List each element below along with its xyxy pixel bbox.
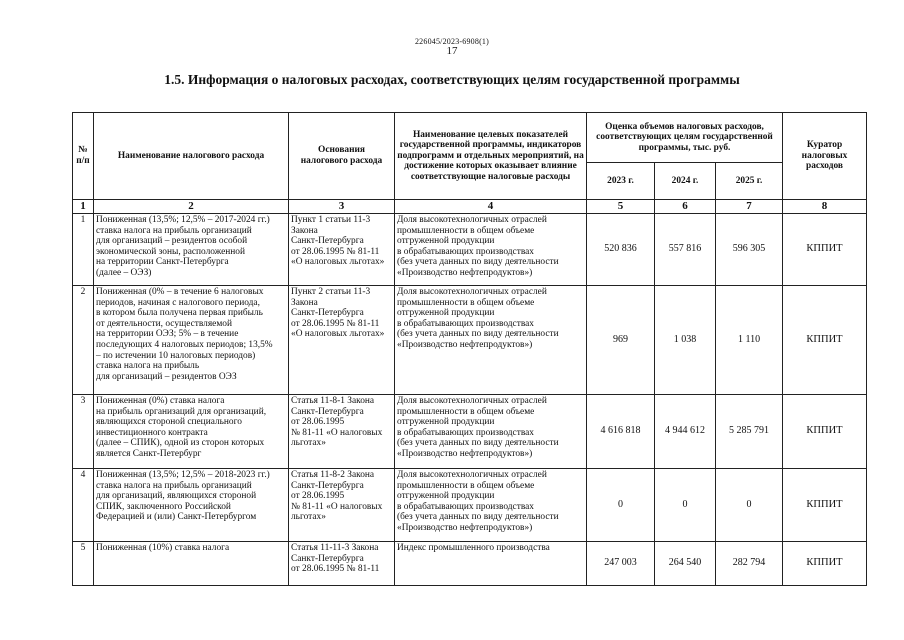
tax-expense-basis: Статья 11-11-3 Закона Санкт-Петербурга от 28.06.1995 № 81-11 xyxy=(289,542,395,586)
target-indicator: Доля высокотехнологичных отраслей промышленности в общем объеме отгруженной продукции в обрабатывающих производствах (без учета данных по виду деятельности «Производство нефтепродуктов») xyxy=(395,395,587,469)
header-estimate: Оценка объемов налоговых расходов, соответствующих целям государственной программы, тыс. руб. xyxy=(587,113,783,163)
estimate-2024: 1 038 xyxy=(655,286,716,395)
estimate-2024: 557 816 xyxy=(655,214,716,286)
column-number: 2 xyxy=(94,200,289,214)
estimate-2023: 4 616 818 xyxy=(587,395,655,469)
header-basis: Основания налогового расхода xyxy=(289,113,395,200)
target-indicator: Доля высокотехнологичных отраслей промышленности в общем объеме отгруженной продукции в обрабатывающих производствах (без учета данных по виду деятельности «Производство нефтепродуктов») xyxy=(395,214,587,286)
curator: КППИТ xyxy=(783,286,867,395)
header-name: Наименование налогового расхода xyxy=(94,113,289,200)
column-number: 6 xyxy=(655,200,716,214)
target-indicator: Доля высокотехнологичных отраслей промышленности в общем объеме отгруженной продукции в обрабатывающих производствах (без учета данных по виду деятельности «Производство нефтепродуктов») xyxy=(395,469,587,542)
estimate-2023: 0 xyxy=(587,469,655,542)
column-number: 1 xyxy=(73,200,94,214)
tax-expense-basis: Пункт 1 статьи 11-3 Закона Санкт-Петербурга от 28.06.1995 № 81-11 «О налоговых льготах» xyxy=(289,214,395,286)
table-row xyxy=(73,469,867,542)
tax-expense-basis: Статья 11-8-2 Закона Санкт-Петербурга от 28.06.1995 № 81-11 «О налоговых льготах» xyxy=(289,469,395,542)
page-number: 17 xyxy=(446,45,458,57)
header-num: № п/п xyxy=(73,113,94,200)
estimate-2024: 4 944 612 xyxy=(655,395,716,469)
document-id: 226045/2023-6908(1) xyxy=(414,37,489,46)
estimate-2025: 1 110 xyxy=(716,286,783,395)
tax-expense-basis: Пункт 2 статьи 11-3 Закона Санкт-Петербурга от 28.06.1995 № 81-11 «О налоговых льготах» xyxy=(289,286,395,395)
row-number: 1 xyxy=(73,214,94,286)
estimate-2023: 247 003 xyxy=(587,542,655,586)
target-indicator: Доля высокотехнологичных отраслей промышленности в общем объеме отгруженной продукции в обрабатывающих производствах (без учета данных по виду деятельности «Производство нефтепродуктов») xyxy=(395,286,587,395)
row-number: 3 xyxy=(73,395,94,469)
column-number: 8 xyxy=(783,200,867,214)
table-row xyxy=(73,542,867,586)
tax-expenditures-table xyxy=(72,112,867,586)
tax-expense-name: Пониженная (13,5%; 12,5% – 2018-2023 гг.) ставка налога на прибыль организаций для организаций, являющихся стороной СПИК, заключенного Российской Федерацией и (или) Санкт-Петербургом xyxy=(94,469,289,542)
estimate-2024: 264 540 xyxy=(655,542,716,586)
curator: КППИТ xyxy=(783,542,867,586)
tax-expense-name: Пониженная (13,5%; 12,5% – 2017-2024 гг.) ставка налога на прибыль организаций для организаций – резидентов особой экономической зоны, расположенной на территории Санкт-Петербурга (далее – ОЭЗ) xyxy=(94,214,289,286)
header-curator: Куратор налоговых расходов xyxy=(783,113,867,200)
estimate-2025: 5 285 791 xyxy=(716,395,783,469)
estimate-2023: 969 xyxy=(587,286,655,395)
tax-expense-name: Пониженная (0%) ставка налога на прибыль организаций для организаций, являющихся стороной специального инвестиционного контракта (далее – СПИК), одной из сторон которых является Санкт-Петербург xyxy=(94,395,289,469)
curator: КППИТ xyxy=(783,395,867,469)
row-number: 4 xyxy=(73,469,94,542)
target-indicator: Индекс промышленного производства xyxy=(395,542,587,586)
table-row xyxy=(73,214,867,286)
column-number: 7 xyxy=(716,200,783,214)
curator: КППИТ xyxy=(783,214,867,286)
tax-expense-name: Пониженная (10%) ставка налога xyxy=(94,542,289,586)
tax-expense-basis: Статья 11-8-1 Закона Санкт-Петербурга от 28.06.1995 № 81-11 «О налоговых льготах» xyxy=(289,395,395,469)
row-number: 5 xyxy=(73,542,94,586)
section-heading: 1.5. Информация о налоговых расходах, соответствующих целям государственной программы xyxy=(164,72,740,87)
header-year-2024: 2024 г. xyxy=(655,163,716,200)
table-row xyxy=(73,395,867,469)
column-number: 5 xyxy=(587,200,655,214)
header-year-2025: 2025 г. xyxy=(716,163,783,200)
estimate-2023: 520 836 xyxy=(587,214,655,286)
estimate-2025: 0 xyxy=(716,469,783,542)
estimate-2025: 282 794 xyxy=(716,542,783,586)
estimate-2025: 596 305 xyxy=(716,214,783,286)
estimate-2024: 0 xyxy=(655,469,716,542)
curator: КППИТ xyxy=(783,469,867,542)
table-row xyxy=(73,286,867,395)
column-number: 4 xyxy=(395,200,587,214)
header-year-2023: 2023 г. xyxy=(587,163,655,200)
row-number: 2 xyxy=(73,286,94,395)
header-indicators: Наименование целевых показателей государственной программы, индикаторов подпрограмм и отдельных мероприятий, на достижение которых оказывает влияние соответствующие налоговые расходы xyxy=(395,113,587,200)
column-number: 3 xyxy=(289,200,395,214)
tax-expense-name: Пониженная (0% – в течение 6 налоговых периодов, начиная с налогового периода, в котором была получена первая прибыль от деятельности, осуществляемой на территории ОЭЗ; 5% – в течение последующих 4 налоговых периодов; 13,5% – по истечении 10 налоговых периодов) ставка налога на прибыль для организаций – резидентов ОЭЗ xyxy=(94,286,289,395)
